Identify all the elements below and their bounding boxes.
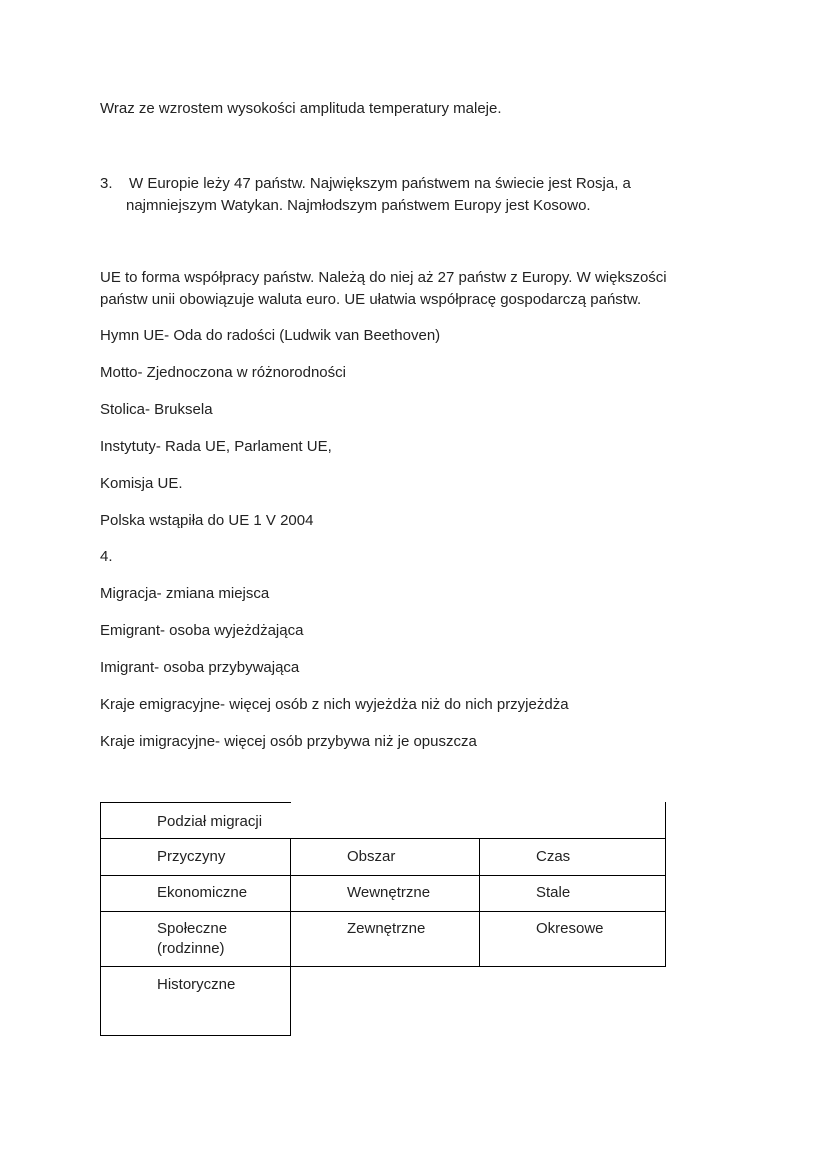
table-cell: Zewnętrzne [347,920,426,937]
polska-line: Polska wstąpiła do UE 1 V 2004 [100,512,314,529]
hymn-line: Hymn UE- Oda do radości (Ludwik van Beethoven) [100,327,441,344]
table-cell-line: Społeczne [157,920,228,937]
table-row-divider [100,966,666,967]
motto-line: Motto- Zjednoczona w różnorodności [100,364,346,381]
list-number-4: 4. [100,548,113,565]
ue-paragraph-line2: państw unii obowiązuje waluta euro. UE ułatwia współpracę gospodarczą państw. [100,291,642,308]
table-top-border [100,802,291,803]
table-title: Podział migracji [157,813,263,830]
table-header-czas: Czas [536,848,571,865]
instytuty-line: Instytuty- Rada UE, Parlament UE, [100,438,332,455]
emigrant-line: Emigrant- osoba wyjeżdżająca [100,622,304,639]
kraje-emigracyjne-line: Kraje emigracyjne- więcej osób z nich wyjeżdża niż do nich przyjeżdża [100,696,569,713]
table-cell: Wewnętrzne [347,884,431,901]
paragraph-amplitude: Wraz ze wzrostem wysokości amplituda temperatury maleje. [100,100,502,117]
table-header-przyczyny: Przyczyny [157,848,226,865]
table-cell: Historyczne [157,976,236,993]
list-number-3: 3. [100,175,113,192]
table-cell: Ekonomiczne [157,884,248,901]
table-cell-line: (rodzinne) [157,940,225,957]
komisja-line: Komisja UE. [100,475,183,492]
migracja-line: Migracja- zmiana miejsca [100,585,270,602]
table-cell [100,912,290,959]
kraje-imigracyjne-line: Kraje imigracyjne- więcej osób przybywa niż je opuszcza [100,733,477,750]
table-cell: Stale [536,884,571,901]
item3-line2: najmniejszym Watykan. Najmłodszym państwem Europy jest Kosowo. [126,197,591,214]
table-header-obszar: Obszar [347,848,396,865]
table-cell: Okresowe [536,920,604,937]
ue-paragraph-line1: UE to forma współpracy państw. Należą do niej aż 27 państw z Europy. W większości [100,269,667,286]
table-row-divider [100,838,666,839]
table-bottom-border [100,1035,291,1036]
imigrant-line: Imigrant- osoba przybywająca [100,659,300,676]
stolica-line: Stolica- Bruksela [100,401,213,418]
item3-line1: W Europie leży 47 państw. Największym państwem na świecie jest Rosja, a [129,175,631,192]
